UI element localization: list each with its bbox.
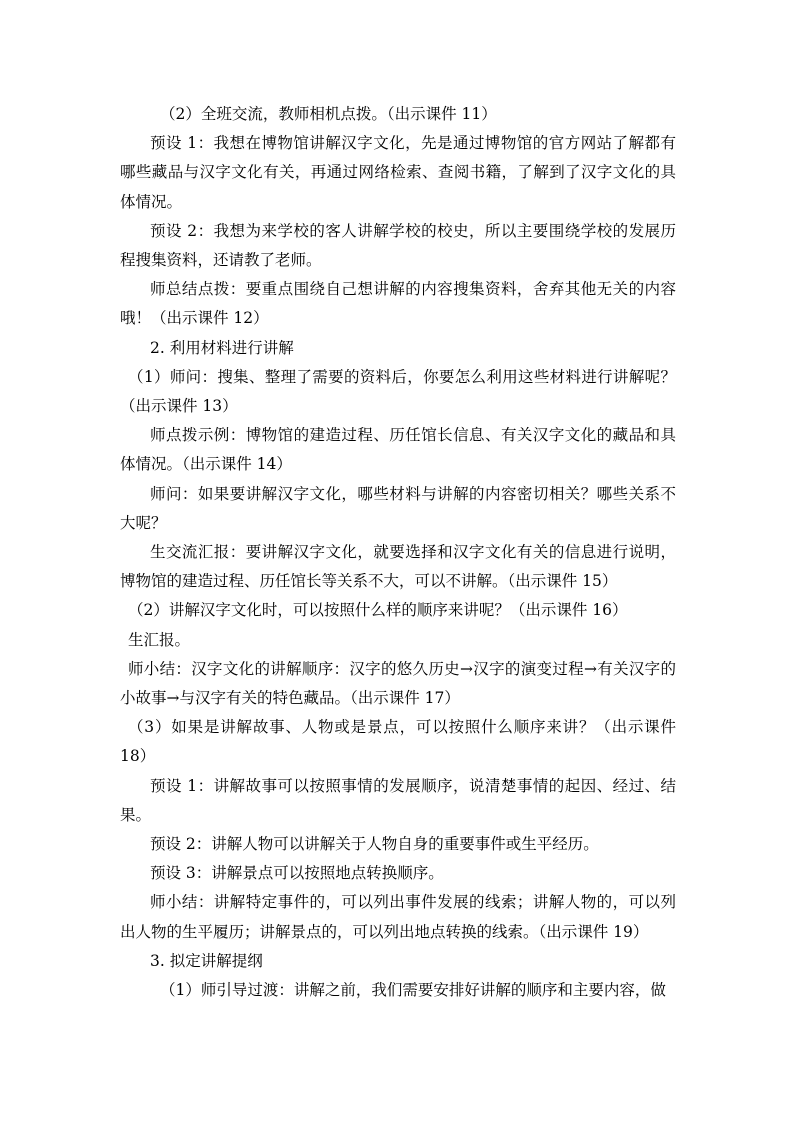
paragraph-1: （2）全班交流，教师相机点拨。（出示课件 11）: [160, 105, 497, 123]
paragraph-17: 师小结：讲解特定事件的，可以列出事件发展的线索；讲解人物的，可以列出人物的生平履历；讲解景点的，可以列出地点转换的线索。（出示课件 19）: [120, 893, 676, 941]
paragraph-19: （1）师引导过渡：讲解之前，我们需要安排好讲解的顺序和主要内容，做: [160, 981, 666, 1000]
paragraph-7: 师点拨示例：博物馆的建造过程、历任馆长信息、有关汉字文化的藏品和具体情况。（出示课件 14）: [120, 426, 676, 474]
paragraph-11: 生汇报。: [128, 630, 191, 649]
section-heading-3: 3. 拟定讲解提纲: [150, 951, 263, 970]
paragraph-14: 预设 1：讲解故事可以按照事情的发展顺序，说清楚事情的起因、经过、结果。: [120, 776, 676, 824]
paragraph-12: 师小结：汉字文化的讲解顺序：汉字的悠久历史→汉字的演变过程→有关汉字的小故事→与汉字有关的特色藏品。（出示课件 17）: [120, 659, 676, 708]
paragraph-16: 预设 3：讲解景点可以按照地点转换顺序。: [150, 864, 444, 883]
section-heading-2: 2. 利用材料进行讲解: [150, 338, 294, 357]
paragraph-8: 师问：如果要讲解汉字文化，哪些材料与讲解的内容密切相关？哪些关系不大呢？: [120, 484, 676, 532]
paragraph-2: 预设 1：我想在博物馆讲解汉字文化，先是通过博物馆的官方网站了解都有哪些藏品与汉字文化有关，再通过网络检索、查阅书籍，了解到了汉字文化的具体情况。: [120, 134, 676, 211]
paragraph-15: 预设 2：讲解人物可以讲解关于人物自身的重要事件或生平经历。: [150, 835, 599, 854]
paragraph-13: （3）如果是讲解故事、人物或是景点，可以按照什么顺序来讲？（出示课件 18）: [120, 718, 676, 766]
paragraph-9: 生交流汇报：要讲解汉字文化，就要选择和汉字文化有关的信息进行说明，博物馆的建造过程、历任馆长等关系不大，可以不讲解。（出示课件 15）: [120, 543, 676, 591]
paragraph-10: （2）讲解汉字文化时，可以按照什么样的顺序来讲呢？（出示课件 16）: [128, 601, 628, 620]
paragraph-3: 预设 2：我想为来学校的客人讲解学校的校史，所以主要围绕学校的发展历程搜集资料，还请教了老师。: [120, 221, 676, 270]
paragraph-6: （1）师问：搜集、整理了需要的资料后，你要怎么利用这些材料进行讲解呢？（出示课件 13）: [120, 367, 676, 416]
paragraph-4: 师总结点拨：要重点围绕自己想讲解的内容搜集资料，舍弃其他无关的内容哦！（出示课件 12）: [120, 280, 676, 328]
document-page: [120, 100, 676, 1005]
